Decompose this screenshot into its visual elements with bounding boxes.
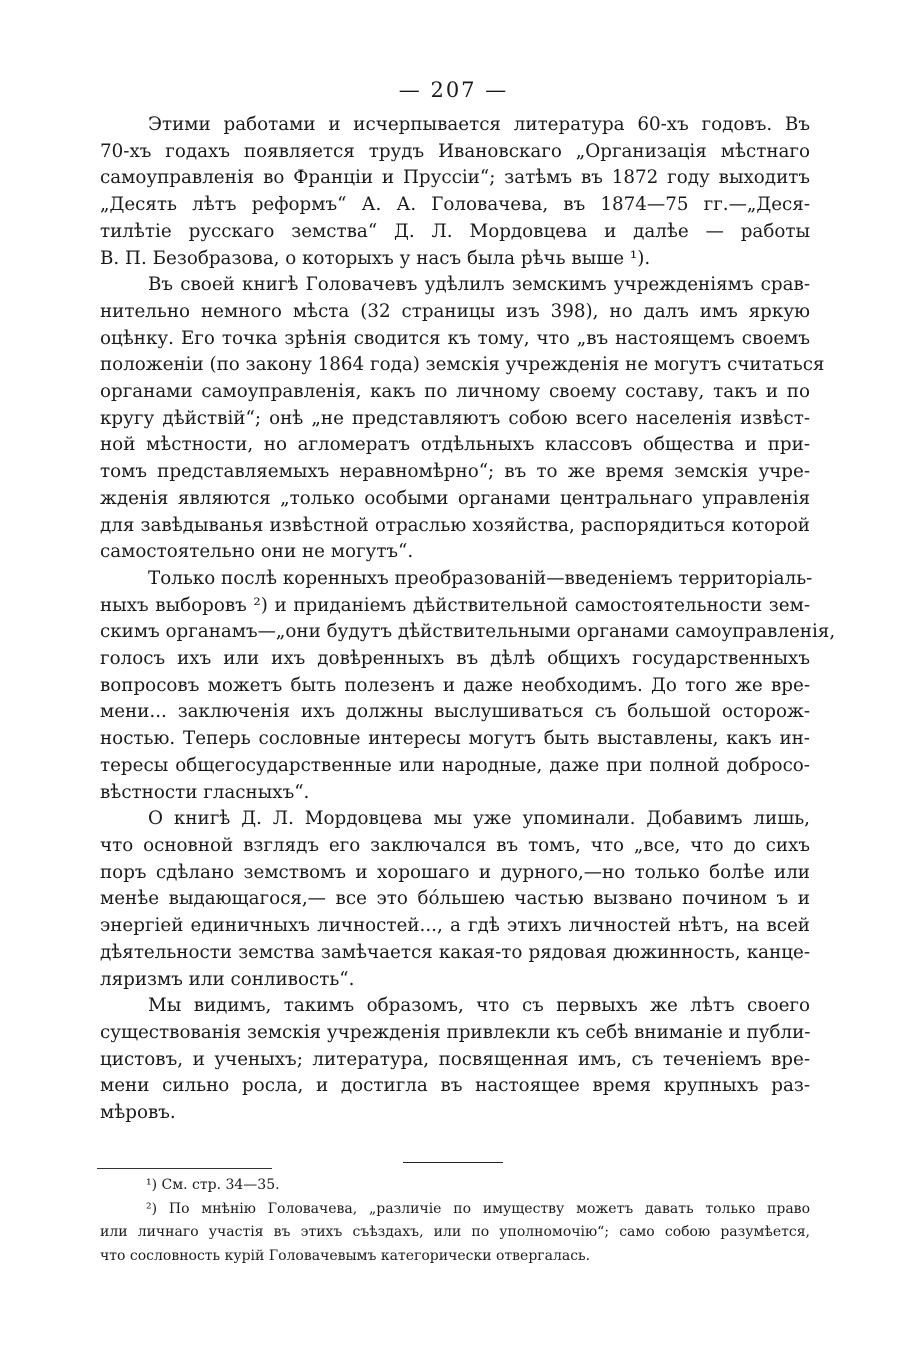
paragraph [100, 272, 825, 566]
text-line: мени сильно росла, и достигла въ настоящее время крупныхъ раз- [100, 1075, 810, 1097]
text-line: энергіей единичныхъ личностей..., а гдѣ этихъ личностей нѣтъ, на всей [100, 915, 810, 937]
text-line: скимъ органамъ—„они будутъ дѣйствительными органами самоуправленія, [100, 621, 836, 643]
text-line: ной мѣстности, но агломератъ отдѣльныхъ классовъ общества и при- [100, 434, 810, 456]
main-text [100, 112, 836, 1127]
text-line: положеніи (по закону 1864 года) земскія учрежденія не могутъ считаться [100, 354, 825, 376]
text-line: Только послѣ коренныхъ преобразованій—введеніемъ территоріаль- [148, 567, 813, 589]
text-line: ностью. Теперь сословные интересы могутъ быть выставлены, какъ ин- [100, 728, 810, 750]
footnote-rule [97, 1168, 272, 1169]
text-line: Мы видимъ, такимъ образомъ, что съ первыхъ же лѣтъ своего [148, 995, 810, 1017]
text-line: мени... заключенія ихъ должны выслушиваться съ большой осторож- [100, 701, 810, 723]
text-line: что основной взглядъ его заключался въ томъ, что „все, что до сихъ [100, 834, 810, 856]
text-line: для завѣдыванья извѣстной отраслью хозяйства, распорядиться которой [100, 514, 810, 536]
footnote [100, 1198, 810, 1269]
footnote-line: ²) По мнѣнію Головачева, „различіе по имуществу можетъ давать только право [146, 1200, 810, 1217]
text-line: тересы общегосударственные или народные, даже при полной добросо- [100, 754, 810, 776]
text-line: Въ своей книгѣ Головачевъ удѣлилъ земскимъ учрежденіямъ срав- [148, 274, 810, 296]
text-line: ляризмъ или сонливость“. [100, 968, 355, 990]
paragraph [100, 806, 810, 993]
text-line: органами самоуправленія, какъ по личному своему составу, такъ и по [100, 381, 810, 403]
footnote-line: или личнаго участія въ этихъ съѣздахъ, или по уполномочію“; само собою разумѣется, [100, 1224, 810, 1240]
text-line: цистовъ, и ученыхъ; литература, посвященная имъ, съ теченіемъ вре- [100, 1048, 810, 1070]
page-number: — 207 — [398, 78, 509, 102]
text-line: О книгѣ Д. Л. Мордовцева мы уже упоминали. Добавимъ лишь, [148, 808, 810, 830]
text-line: оцѣнку. Его точка зрѣнія сводится къ тому, что „въ настоящемъ своемъ [100, 327, 810, 349]
text-line: ныхъ выборовъ ²) и приданіемъ дѣйствительной самостоятельности зем- [100, 594, 810, 616]
text-line: дѣятельности земства замѣчается какая-то рядовая дюжинность, канце- [100, 941, 810, 963]
text-line: самоуправленія во Франціи и Пруссіи“; затѣмъ въ 1872 году выходитъ [100, 167, 810, 189]
text-line: существованія земскія учрежденія привлекли къ себѣ вниманіе и публи- [100, 1021, 811, 1043]
footnote [100, 1174, 810, 1198]
text-line: кругу дѣйствій“; онѣ „не представляютъ собою всего населенія извѣст- [100, 407, 810, 429]
text-line: жденія являются „только особыми органами центральнаго управленія [100, 487, 810, 509]
text-line: мѣровъ. [100, 1102, 176, 1124]
footnotes [100, 1174, 810, 1268]
text-line: „Десять лѣтъ реформъ“ А. А. Головачева, въ 1874—75 гг.—„Деся- [100, 194, 810, 216]
paragraph [100, 566, 836, 806]
text-line: самостоятельно они не могутъ“. [100, 541, 414, 563]
section-separator [403, 1162, 503, 1163]
text-line: поръ сдѣлано земствомъ и хорошаго и дурного,—но только болѣе или [100, 861, 810, 883]
footnote-line: что сословность курій Головачевымъ категорически отвергалась. [100, 1247, 591, 1264]
text-line: голосъ ихъ или ихъ довѣренныхъ въ дѣлѣ общихъ государственныхъ [100, 648, 810, 670]
paragraph [100, 993, 810, 1127]
text-line: 70-хъ годахъ появляется трудъ Ивановскаго „Организація мѣстнаго [100, 140, 810, 162]
text-line: томъ представляемыхъ неравномѣрно“; въ то же время земскія учре- [100, 461, 810, 483]
footnote-line: ¹) См. стр. 34—35. [146, 1177, 280, 1193]
text-line: вѣстности гласныхъ“. [100, 781, 310, 803]
paragraph [100, 112, 810, 272]
text-line: тилѣтіе русскаго земства“ Д. Л. Мордовцева и далѣе — работы [100, 220, 810, 242]
text-line: нительно немного мѣста (32 страницы изъ 398), но далъ имъ яркую [100, 300, 810, 322]
text-line: менѣе выдающагося,— все это бо́льшею частью вызвано почином ъ и [100, 888, 810, 910]
text-line: вопросовъ можетъ быть полезенъ и даже необходимъ. До того же вре- [100, 674, 810, 696]
text-line: В. П. Безобразова, о которыхъ у насъ была рѣчь выше ¹). [100, 247, 651, 269]
text-line: Этими работами и исчерпывается литература 60-хъ годовъ. Въ [148, 114, 810, 135]
